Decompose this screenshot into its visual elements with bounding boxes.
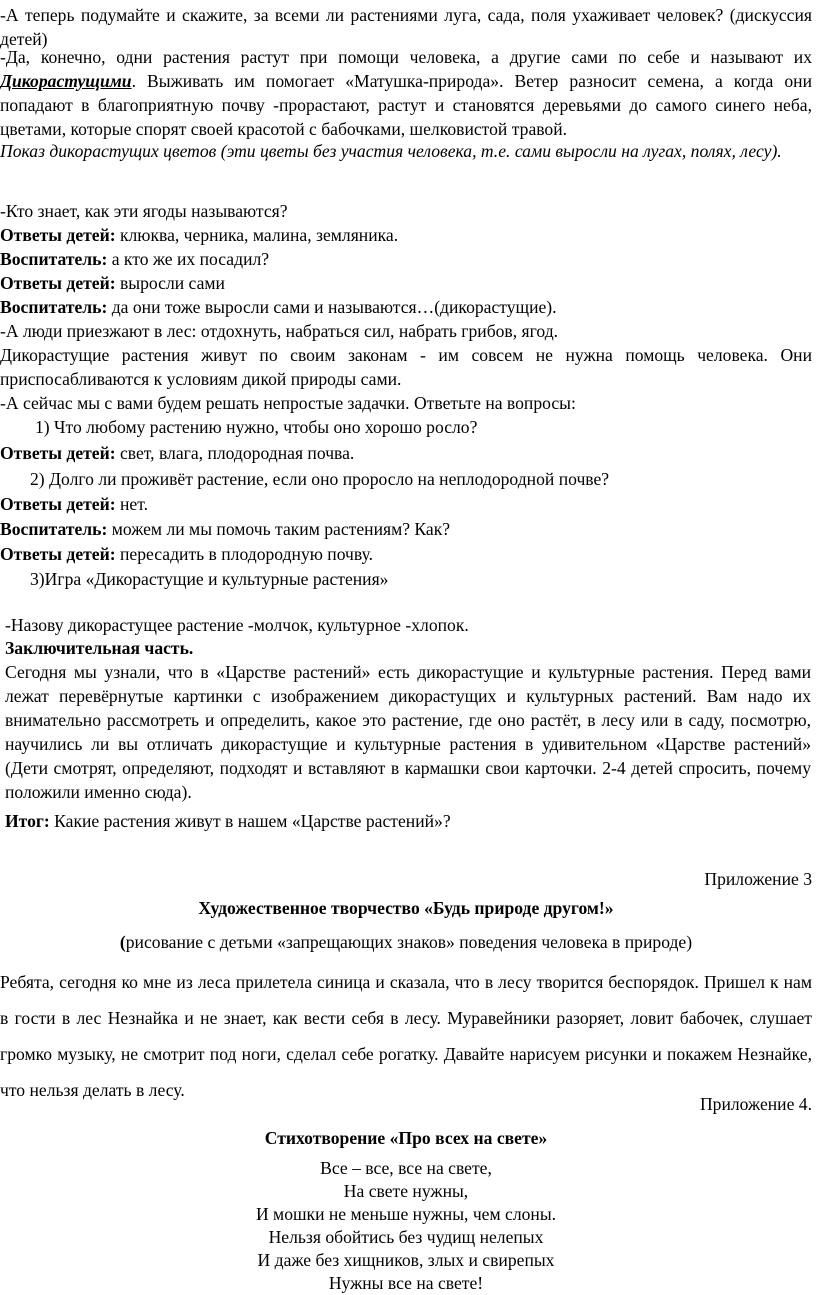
- children-answer-3: Ответы детей: свет, влага, плодородная почва.: [0, 443, 355, 463]
- tasks-intro: -А сейчас мы с вами будем решать непростые задачки. Ответьте на вопросы:: [0, 393, 576, 413]
- appendix-3-story: Ребята, сегодня ко мне из леса прилетела синица и сказала, что в лесу творится беспорядок. Пришел к нам в гости в лес Незнайка и не знает, как вести себя в лесу. Муравейники разоряет, ловит бабочек, слушает громко музыку, не смотрит под ноги, сделал себе рогатку. Давайте нарисуем рисунки и покажем Незнайке, что нельзя делать в лесу.: [0, 972, 812, 1100]
- poem-line: Нужны все на свете!: [328, 1273, 484, 1293]
- wild-plants-paragraph: [0, 45, 812, 141]
- show-flowers-note: Показ дикорастущих цветов (эти цветы без участия человека, т.е. сами выросли на лугах, полях, лесу).: [0, 141, 782, 161]
- poem-line: И даже без хищников, злых и свирепых: [257, 1250, 555, 1270]
- poem-line: Нельзя обойтись без чудищ нелепых: [268, 1227, 544, 1247]
- term-wild-plants: Дикорастущими: [0, 71, 132, 91]
- teacher-line-2: Воспитатель: да они тоже выросли сами и называются…(дикорастущие).: [0, 297, 557, 317]
- children-answer-5: Ответы детей: пересадить в плодородную почву.: [0, 544, 374, 564]
- teacher-line-3: Воспитатель: можем ли мы помочь таким растениям? Как?: [0, 519, 451, 539]
- appendix-4-label: Приложение 4.: [699, 1094, 812, 1114]
- paragraph-text: -Да, конечно, одни растения растут при помощи человека, а другие сами по себе и называют их: [0, 47, 812, 67]
- appendix-3-title: Художественное творчество «Будь природе другом!»: [198, 898, 614, 918]
- appendix-3-label: Приложение 3: [704, 869, 812, 889]
- game-rule: -Назову дикорастущее растение -молчок, культурное -хлопок.: [5, 615, 469, 635]
- appendix-4-title: Стихотворение «Про всех на свете»: [264, 1128, 548, 1148]
- poem-line: И мошки не меньше нужны, чем слоны.: [255, 1204, 557, 1224]
- berries-question: -Кто знает, как эти ягоды называются?: [0, 201, 288, 221]
- task-2: 2) Долго ли проживёт растение, если оно проросло на неплодородной почве?: [30, 469, 610, 489]
- poem-line: На свете нужны,: [343, 1181, 469, 1201]
- poem-line: Все – все, все на свете,: [320, 1158, 492, 1178]
- task-1: 1) Что любому растению нужно, чтобы оно хорошо росло?: [35, 417, 478, 437]
- final-part-paragraph: Сегодня мы узнали, что в «Царстве растений» есть дикорастущие и культурные растения. Перед вами лежат перевёрнутые картинки с изображением дикорастущих и культурных растений. Вам надо их внимательно рассмотреть и определить, какое это растение, где оно растёт, в лесу или в саду, посмотрю, научились ли вы отличать дикорастущие и культурные растения в удивительном «Царстве растений» (Дети смотрят, определяют, подходят и вставляют в кармашки свои карточки. 2-4 детей спросить, почему положили именно сюда).: [5, 662, 811, 802]
- paragraph-text: . Выживать им помогает «Матушка-природа». Ветер разносит семена, а когда они попадают в благоприятную почву -прорастают, растут и становятся деревьями до самого синего неба, цветами, которые спорят своей красотой с бабочками, шелковистой травой.: [0, 71, 812, 139]
- children-answer-4: Ответы детей: нет.: [0, 494, 148, 514]
- children-answer-1: Ответы детей: клюква, черника, малина, земляника.: [0, 225, 399, 245]
- intro-question-paragraph: -А теперь подумайте и скажите, за всеми ли растениями луга, сада, поля ухаживает человек? (дискуссия детей): [0, 5, 812, 49]
- appendix-3-subtitle: (рисование с детьми «запрещающих знаков» поведения человека в природе): [119, 932, 693, 952]
- children-answer-2: Ответы детей: выросли сами: [0, 273, 225, 293]
- teacher-line-1: Воспитатель: а кто же их посадил?: [0, 249, 270, 269]
- result-line: Итог: Какие растения живут в нашем «Царстве растений»?: [5, 811, 451, 831]
- final-part-heading: Заключительная часть.: [5, 638, 194, 658]
- task-3-game: 3)Игра «Дикорастущие и культурные растения»: [30, 569, 389, 589]
- wild-laws-paragraph: Дикорастущие растения живут по своим законам - им совсем не нужна помощь человека. Они приспосабливаются к условиям дикой природы сами.: [0, 345, 812, 389]
- forest-line: -А люди приезжают в лес: отдохнуть, набраться сил, набрать грибов, ягод.: [0, 321, 559, 341]
